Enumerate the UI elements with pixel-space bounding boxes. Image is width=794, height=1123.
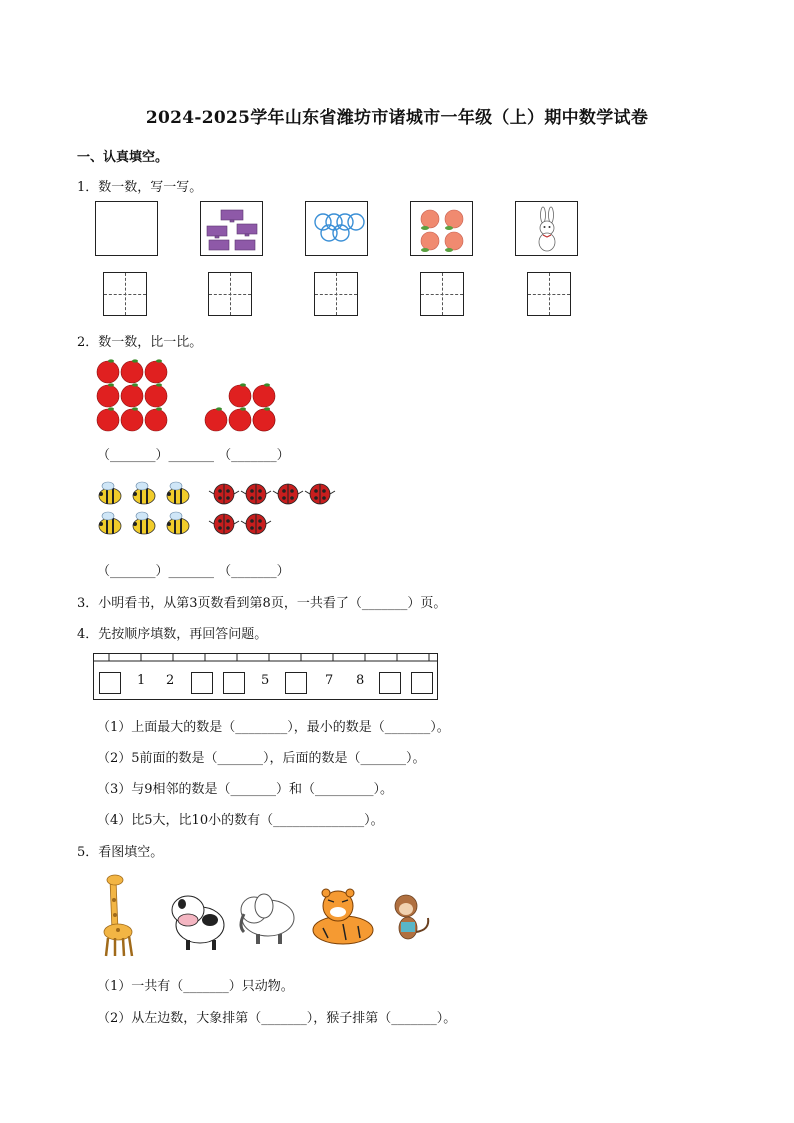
rabbit-icon [516,202,579,257]
apple-icon [229,407,251,431]
q5-label: 5．看图填空。 [77,845,164,860]
ladybug-icon [241,514,271,534]
apple-icon [97,383,119,407]
apple-icon [145,383,167,407]
cow-icon [172,896,224,950]
number-cell: 2 [166,673,175,688]
q1-label: 1．数一数，写一写。 [77,180,203,195]
number-cell: 5 [261,673,270,688]
number-line-ticks [93,653,438,665]
bee-icon [167,482,189,504]
ladybug-icon [209,514,239,534]
number-cell: 8 [356,673,365,688]
q1-box-peaches [410,201,473,256]
q4-sub4: （4）比5大，比10小的数有（______________）。 [97,813,384,828]
apple-icon [121,407,143,431]
number-blank-box[interactable] [223,672,245,694]
number-blank-box[interactable] [99,672,121,694]
ladybug-icon [241,484,271,504]
number-blank-box[interactable] [191,672,213,694]
apple-icon [97,407,119,431]
apple-icon [145,359,167,383]
peaches-icon [411,202,474,257]
number-blank-box[interactable] [411,672,433,694]
section-heading: 一、认真填空。 [77,150,169,165]
q4-sub3: （3）与9相邻的数是（_______）和（_________）。 [97,782,394,797]
q1-answer-grid[interactable] [420,272,464,316]
q5-sub2: （2）从左边数，大象排第（_______），猴子排第（_______）。 [97,1011,457,1026]
number-cell: 7 [325,673,334,688]
q1-answer-grid[interactable] [103,272,147,316]
number-cell: 1 [137,673,146,688]
page-title: 2024-2025学年山东省潍坊市诸城市一年级（上）期中数学试卷 [145,108,649,128]
bee-icon [99,512,121,534]
tiger-icon [313,889,373,944]
q4-sub2: （2）5前面的数是（_______），后面的数是（_______）。 [97,751,426,766]
bees-ladybugs-picture [94,480,354,540]
apple-icon [229,383,251,407]
q4-label: 4．先按顺序填数，再回答问题。 [77,627,268,642]
q1-answer-grid[interactable] [527,272,571,316]
q1-answer-grid[interactable] [208,272,252,316]
q5-sub1: （1）一共有（_______）只动物。 [97,979,294,994]
computers-icon [201,202,264,257]
q1-box-computers [200,201,263,256]
bee-icon [133,512,155,534]
animals-picture [88,870,448,960]
q1-answer-grid[interactable] [314,272,358,316]
apple-icon [145,407,167,431]
bee-icon [167,512,189,534]
ladybug-icon [273,484,303,504]
q1-box-rings [305,201,368,256]
ladybug-icon [209,484,239,504]
rings-icon [306,202,369,257]
bee-icon [99,482,121,504]
monkey-icon [395,895,428,939]
bee-icon [133,482,155,504]
number-blank-box[interactable] [379,672,401,694]
apple-icon [253,383,275,407]
q3-text: 3．小明看书，从第3页数看到第8页，一共看了（_______）页。 [77,596,447,611]
apple-icon [205,407,227,431]
q2-blank-line: （_______）_______ （_______） [97,448,290,463]
q2-blank-line: （_______）_______ （_______） [97,564,290,579]
apples-picture [94,356,294,436]
q2-label: 2．数一数，比一比。 [77,335,203,350]
number-blank-box[interactable] [285,672,307,694]
q4-sub1: （1）上面最大的数是（________），最小的数是（_______）。 [97,720,450,735]
apple-icon [97,359,119,383]
elephant-icon [241,894,294,944]
q1-box-rabbit [515,201,578,256]
giraffe-icon [104,875,132,956]
q1-box-empty [95,201,158,256]
apple-icon [121,359,143,383]
apple-icon [253,407,275,431]
ladybug-icon [305,484,335,504]
apple-icon [121,383,143,407]
